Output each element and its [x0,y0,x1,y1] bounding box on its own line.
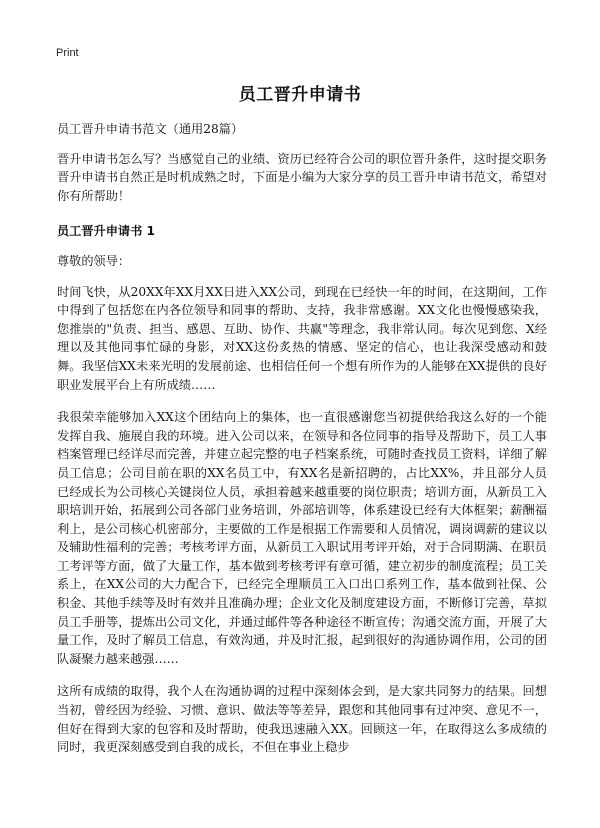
document-subtitle: 员工晋升申请书范文（通用28篇） [57,122,244,136]
intro-paragraph: 晋升申请书怎么写？当感觉自己的业绩、资历已经符合公司的职位晋升条件，这时提交职务晋升申请书自然正是时机成熟之时，下面是小编为大家分享的员工晋升申请书范文，希望对你有所帮助！ [57,151,547,203]
section-heading: 员工晋升申请书 1 [57,224,156,239]
print-link[interactable]: Print [56,47,79,59]
greeting: 尊敬的领导： [57,253,131,268]
page-title: 员工晋升申请书 [238,85,362,105]
body-paragraph-3: 这所有成绩的取得，我个人在沟通协调的过程中深刻体会到，是大家共同努力的结果。回想当初，曾经因为经验、习惯、意识、做法等等差异，跟您和其他同事有过冲突、意见不一，但好在得到大家的包容和及时帮助，使我迅速融入XX。回顾这一年，在取得这么多成绩的同时，我更深刻感受到自我的成长，不但在事业上稳步 [57,684,547,755]
body-paragraph-2: 我很荣幸能够加入XX这个团结向上的集体，也一直很感谢您当初提供给我这么好的一个能发挥自我、施展自我的环境。进入公司以来，在领导和各位同事的指导及帮助下，员工人事档案管理已经详尽而完善，并建立起完整的电子档案系统，可随时查找员工资料，详细了解员工信息；公司目前在职的XX名员工中，有XX名是新招聘的，占比XX%，并且部分人员已经成长为公司核心关键岗位人员，承担着越来越重要的岗位职责；培训方面，从新员工入职培训开始，拓展到公司各部门业务培训，外部培训等，体系建设已经有大体框架；薪酬福利上，是公司核心机密部分，主要做的工作是根据工作需要和人员情况，调岗调薪的建议以及辅助性福利的完善；考核考评方面，从新员工入职试用考评开始，对于合同期满、在职员工考评等方面，做了大量工作，基本做到考核考评有章可循，建立初步的制度流程；员工关系上，在XX公司的大力配合下，已经完全理顺员工入口出口系列工作，基本做到社保、公积金、其他手续等及时有效并且准确办理；企业文化及制度建设方面，不断修订完善，草拟员工手册等，提炼出公司文化，并通过邮件等各种途径不断宣传；沟通交流方面，开展了大量工作，及时了解员工信息，有效沟通，并及时汇报，起到很好的沟通协调作用，公司的团队凝聚力越来越强…… [57,410,547,666]
document-body [57,120,547,771]
body-paragraph-1: 时间飞快，从20XX年XX月XX日进入XX公司，到现在已经快一年的时间，在这期间，工作中得到了包括您在内各位领导和同事的帮助、支持，我非常感谢。XX文化也慢慢感染我，您推崇的"负责、担当、感恩、互助、协作、共赢"等理念，我非常认同。每次见到您、X经理以及其他同事忙碌的身影，对XX这份炙热的情感、坚定的信心，也让我深受感动和鼓舞。我坚信XX未来光明的发展前途、也相信任何一个想有所作为的人能够在XX提供的良好职业发展平台上有所成绩…… [57,284,547,392]
